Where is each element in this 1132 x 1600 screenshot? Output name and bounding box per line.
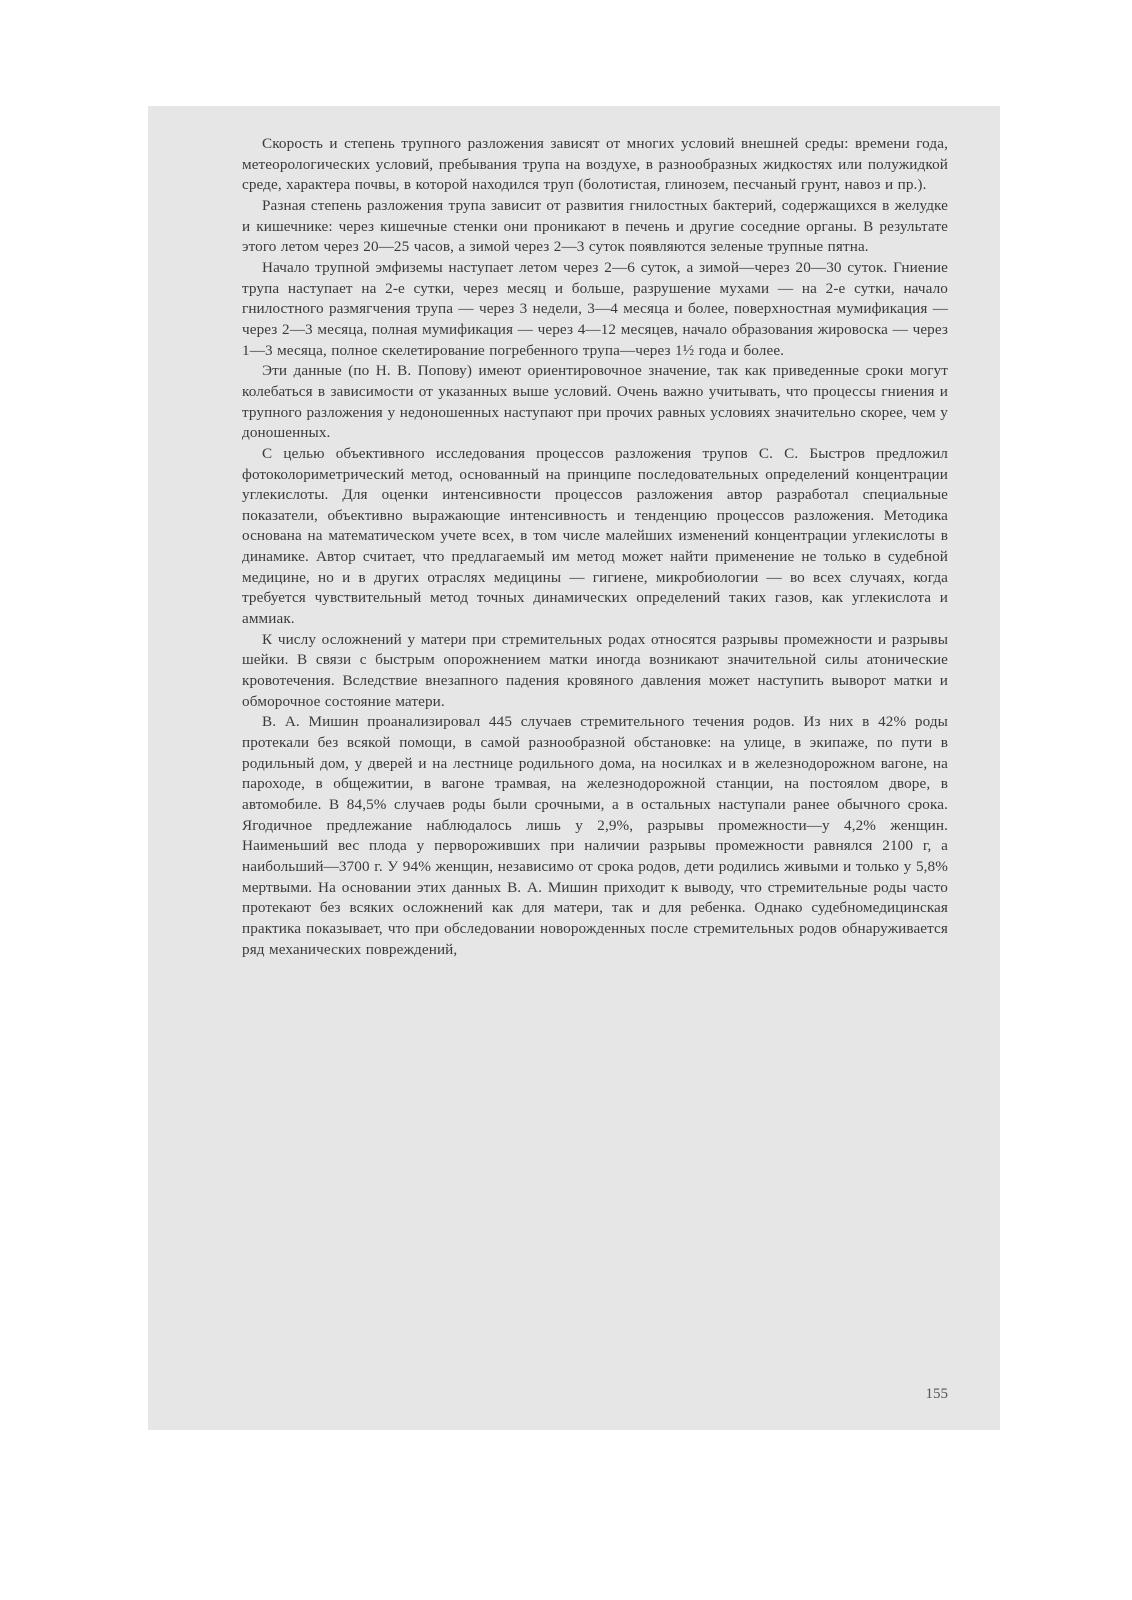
paragraph-decomposition-conditions: Скорость и степень трупного разложения зависят от многих условий внешней среды: времени года, метеорологических условий, пребывания трупа на воздухе, в разнообразных жидкостях или полужидкой среде, характера почвы, в которой находился труп (болотистая, глинозем, песчаный грунт, навоз и пр.).: [242, 135, 948, 194]
page-number: 155: [925, 1386, 948, 1402]
paragraph-mishin-analysis: В. А. Мишин проанализировал 445 случаев стремительного течения родов. Из них в 42% роды протекали без всякой помощи, в самой разнообразной обстановке: на улице, в экипаже, по пути в родильный дом, у дверей и на лестнице родильного дома, на носилках и в железнодорожном вагоне, на пароходе, в общежитии, в вагоне трамвая, на железнодорожной станции, на постоялом дворе, в автомобиле. В 84,5% случаев роды были срочными, а в остальных наступали ранее обычного срока. Ягодичное предлежание наблюдалось лишь у 2,9%, разрывы промежности—у 4,2% женщин. Наименьший вес плода у первороживших при наличии разрывы промежности равнялся 2100 г, а наибольший—3700 г. У 94% женщин, независимо от срока родов, дети родились живыми и только у 5,8% мертвыми. На основании этих данных В. А. Мишин приходит к выводу, что стремительные роды часто протекают без всяких осложнений как для матери, так и для ребенка. Однако судебномедицинская практика показывает, что при обследовании новорожденных после стремительных родов обнаруживается ряд механических повреждений,: [242, 713, 948, 958]
paragraph-bystrov-method: С целью объективного исследования процессов разложения трупов С. С. Быстров предложил фотоколориметрический метод, основанный на принципе последовательных определений концентрации углекислоты. Для оценки интенсивности процессов разложения автор разработал специальные показатели, объективно выражающие интенсивность и тенденцию процессов разложения. Методика основана на математическом учете всех, в том числе малейших изменений концентрации углекислоты в динамике. Автор считает, что предлагаемый им метод может найти применение не только в судебной медицине, но и в других отраслях медицины — гигиене, микробиологии — во всех случаях, когда требуется чувствительный метод точных динамических определений таких газов, как углекислота и аммиак.: [242, 444, 948, 628]
paragraph-complications: К числу осложнений у матери при стремительных родах относятся разрывы промежности и разрывы шейки. В связи с быстрым опорожнением матки иногда возникают значительной силы атонические кровотечения. Вследствие внезапного падения кровяного давления может наступить выворот матки и обморочное состояние матери.: [242, 630, 948, 710]
book-page: [148, 106, 1000, 1430]
paragraph-popov-data: Эти данные (по Н. В. Попову) имеют ориентировочное значение, так как приведенные сроки могут колебаться в зависимости от указанных выше условий. Очень важно учитывать, что процессы гниения и трупного разложения у недоношенных наступают при прочих равных условиях значительно скорее, чем у доношенных.: [242, 362, 948, 442]
paragraph-emphysema-timeline: Начало трупной эмфиземы наступает летом через 2—6 суток, а зимой—через 20—30 суток. Гниение трупа наступает на 2-е сутки, через месяц и больше, разрушение мухами — на 2-е сутки, начало гнилостного размягчения трупа — через 3 недели, 3—4 месяца и более, поверхностная мумификация — через 2—3 месяца, полная мумификация — через 4—12 месяцев, начало образования жировоска — через 1—3 месяца, полное скелетирование погребенного трупа—через 1½ года и более.: [242, 258, 948, 359]
page-body-text: [242, 134, 948, 960]
paragraph-putrefactive-bacteria: Разная степень разложения трупа зависит от развития гнилостных бактерий, содержащихся в желудке и кишечнике: через кишечные стенки они проникают в печень и другие соседние органы. В результате этого летом через 20—25 часов, а зимой через 2—3 суток появляются зеленые трупные пятна.: [242, 196, 948, 256]
